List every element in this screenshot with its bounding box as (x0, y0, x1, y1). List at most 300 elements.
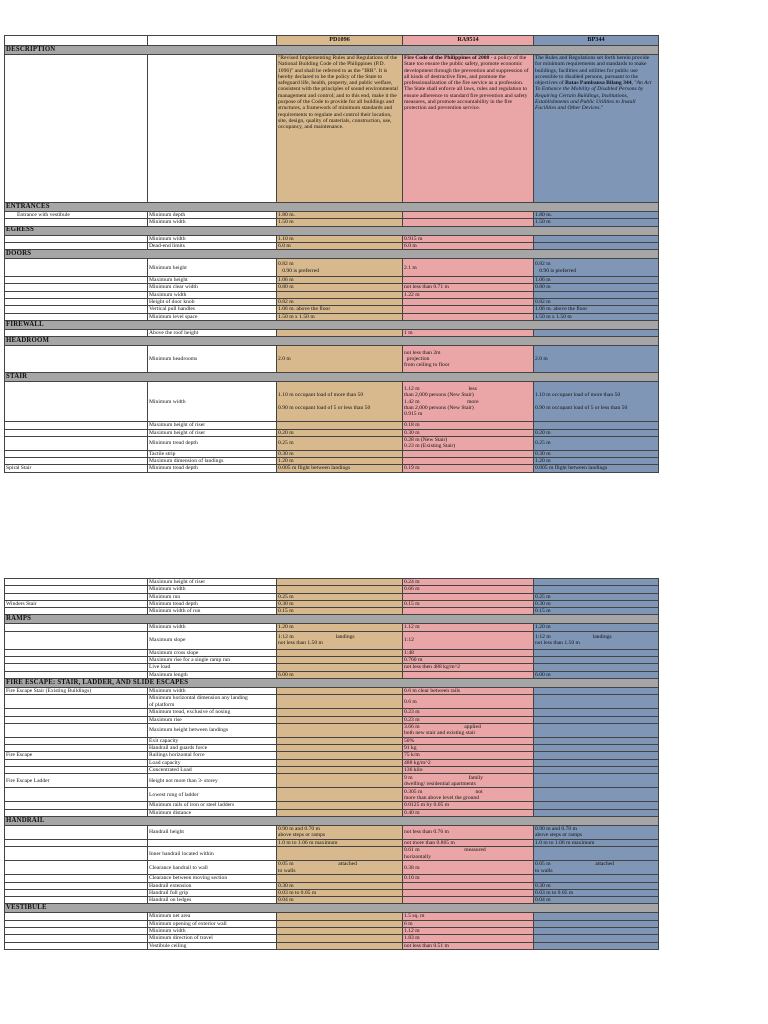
value-bp344: 1.50 m (534, 219, 659, 226)
value-ra9514 (403, 889, 534, 896)
label-a: Spiral Stair (5, 465, 148, 472)
section-row (5, 816, 659, 825)
value-pd1096 (277, 920, 403, 927)
value-pd1096 (277, 657, 403, 664)
section-row (5, 373, 659, 382)
header-blank-a (5, 36, 148, 46)
label-b: Minimum tread depth (148, 436, 277, 450)
comparison-table-top-body (5, 36, 659, 473)
value-ra9514 (403, 671, 534, 678)
value-bp344: 1.20 m (534, 624, 659, 631)
cell-line: 0.90 is preferred (535, 267, 577, 274)
value-bp344 (534, 382, 659, 422)
value-ra9514: 0.23 m (403, 709, 534, 716)
label-a (5, 608, 148, 615)
label-b: Maximum slope (148, 631, 277, 649)
value-pd1096: 1.50 m x 1.50 m (277, 313, 403, 320)
value-pd1096 (277, 737, 403, 744)
table-row (5, 942, 659, 949)
description-row (5, 55, 659, 203)
value-pd1096: 0.005 m flight between landings (277, 465, 403, 472)
table-row (5, 825, 659, 839)
value-bp344 (534, 235, 659, 242)
cell-line: 0.90 is preferred (278, 267, 320, 274)
value-pd1096 (277, 847, 403, 861)
label-b: Vertical pull handles (148, 306, 277, 313)
value-pd1096: 1.50 m (277, 219, 403, 226)
value-ra9514: 0.23 m (403, 716, 534, 723)
table-row (5, 259, 659, 277)
cell-line: 3.66 m applied (404, 724, 481, 731)
cell-line: 1.10 m occupant load of more than 50 (278, 392, 364, 399)
cell-line: Minimum horizontal dimension any landing (149, 695, 248, 702)
value-ra9514 (403, 436, 534, 450)
label-a (5, 723, 148, 737)
value-ra9514 (403, 723, 534, 737)
label-b: Concentrated Load (148, 767, 277, 774)
value-pd1096: 6.00 m (277, 671, 403, 678)
cell-line: 0.05 m attached (535, 861, 614, 868)
value-bp344 (534, 649, 659, 656)
section-row (5, 250, 659, 259)
label-a (5, 313, 148, 320)
value-ra9514 (403, 774, 534, 788)
value-ra9514: 0.10 m (403, 875, 534, 882)
value-bp344 (534, 752, 659, 759)
label-b: Railings horizontal force (148, 752, 277, 759)
table-row (5, 313, 659, 320)
cell-line: 0.82 m (278, 261, 294, 268)
cell-line: 1.42 m more (404, 398, 479, 405)
label-b: Minimum width (148, 928, 277, 935)
label-a (5, 861, 148, 875)
table-row (5, 664, 659, 671)
label-a (5, 299, 148, 306)
value-ra9514 (403, 450, 534, 457)
label-b: Vestibule ceiling (148, 942, 277, 949)
label-b: Maximum rise for a single ramp run (148, 657, 277, 664)
label-a (5, 882, 148, 889)
section-row (5, 615, 659, 624)
value-pd1096: 1.06 m. above the floor (277, 306, 403, 313)
value-ra9514: not less than 0.71 m (403, 284, 534, 291)
cell-line: above steps or ramps (278, 832, 326, 839)
value-bp344: 0.04 m (534, 897, 659, 904)
value-pd1096 (277, 928, 403, 935)
value-pd1096 (277, 716, 403, 723)
value-ra9514 (403, 306, 534, 313)
description-bp-act: An Act To Enhance the Mobility of Disabled Persons by Requiring Certain Buildings, Institutions, Establishments and Public Utilities to Install Facilities and Other Devices. (535, 80, 652, 112)
section-row (5, 678, 659, 687)
table-row (5, 687, 659, 694)
value-bp344: 0.30 m (534, 600, 659, 607)
value-pd1096 (277, 825, 403, 839)
value-ra9514: 0.760 m (403, 657, 534, 664)
label-b: Minimum rails of iron or steel ladders (148, 802, 277, 809)
value-pd1096 (277, 631, 403, 649)
value-bp344: 0.25 m (534, 593, 659, 600)
value-bp344 (534, 695, 659, 709)
value-bp344 (534, 631, 659, 649)
value-pd1096 (277, 422, 403, 429)
label-a (5, 284, 148, 291)
value-bp344: 0.20 m (534, 429, 659, 436)
cell-line: projection (404, 356, 430, 363)
value-bp344: 1.0 m to 1.06 m maximum (534, 839, 659, 846)
value-bp344 (534, 847, 659, 861)
value-bp344 (534, 259, 659, 277)
label-b: Minimum width (148, 235, 277, 242)
value-ra9514 (403, 788, 534, 802)
label-a (5, 329, 148, 336)
label-b: Maximum width (148, 291, 277, 298)
value-bp344: 1.06 m. above the floor (534, 306, 659, 313)
value-pd1096 (277, 745, 403, 752)
cell-line: than 2,000 persons (New Stair) (404, 392, 474, 399)
value-pd1096: 0.80 m (277, 284, 403, 291)
label-a (5, 235, 148, 242)
cell-line: 0.90 m occupant load of 5 or less than 50 (278, 404, 371, 411)
label-a (5, 913, 148, 920)
cell-line: 0.90 m occupant load of 5 or less than 50 (535, 404, 628, 411)
table-row (5, 212, 659, 219)
value-pd1096 (277, 913, 403, 920)
cell-line: 9 m family (404, 774, 484, 781)
value-pd1096: 0.03 m to 0.05 m (277, 889, 403, 896)
label-b: Minimum width (148, 586, 277, 593)
value-bp344 (534, 802, 659, 809)
cell-line: 0.61 m measured (404, 847, 486, 854)
description-ra-title: Fire Code of the Philippines of 2008 (404, 55, 490, 61)
value-pd1096 (277, 875, 403, 882)
value-bp344 (534, 657, 659, 664)
value-bp344: 0.80 m (534, 284, 659, 291)
value-ra9514: 91 kg (403, 745, 534, 752)
header-row (5, 36, 659, 46)
table-row (5, 935, 659, 942)
section-label: HEADROOM (5, 337, 659, 346)
value-ra9514 (403, 458, 534, 465)
value-bp344 (534, 788, 659, 802)
label-a (5, 649, 148, 656)
value-ra9514: 1.12 m (403, 624, 534, 631)
table-row (5, 242, 659, 249)
value-pd1096 (277, 942, 403, 949)
value-pd1096 (277, 291, 403, 298)
cell-line: more than above level the ground (404, 794, 480, 801)
value-ra9514: 1.5 sq. m (403, 913, 534, 920)
label-b: Lowest rung of ladder (148, 788, 277, 802)
label-a (5, 759, 148, 766)
label-a (5, 716, 148, 723)
value-ra9514: 75 k/m (403, 752, 534, 759)
section-label: FIRE ESCAPE: STAIR, LADDER, AND SLIDE ESCAPES (5, 678, 659, 687)
table-row (5, 458, 659, 465)
value-bp344 (534, 664, 659, 671)
value-pd1096 (277, 382, 403, 422)
table-row (5, 802, 659, 809)
cell-line: 0.90 m and 0.70 m (278, 826, 320, 833)
description-bp-b: , " (631, 80, 637, 87)
table-row (5, 752, 659, 759)
section-label: ENTRANCES (5, 203, 659, 212)
value-pd1096: 0.30 m (277, 450, 403, 457)
table-row (5, 882, 659, 889)
value-bp344 (534, 920, 659, 927)
cell-line: 0.90 m and 0.70 m (535, 826, 577, 833)
cell-line: to walls (535, 867, 553, 874)
comparison-table-top (4, 35, 659, 473)
cell-line: not less than 1.50 m (535, 640, 580, 647)
section-description: DESCRIPTION (5, 46, 659, 55)
value-ra9514: 1.12 m (403, 928, 534, 935)
cell-line: dwelling/ residential apartments (404, 780, 476, 787)
label-b: Minimum net area (148, 913, 277, 920)
value-ra9514: 1 m (403, 329, 534, 336)
value-pd1096: 0.25 m (277, 593, 403, 600)
value-pd1096 (277, 802, 403, 809)
label-a (5, 586, 148, 593)
value-pd1096 (277, 259, 403, 277)
value-pd1096 (277, 935, 403, 942)
value-bp344 (534, 774, 659, 788)
table-row (5, 745, 659, 752)
value-ra9514 (403, 382, 534, 422)
value-pd1096: 1.06 m (277, 277, 403, 284)
value-bp344: 0.25 m (534, 436, 659, 450)
table-row (5, 847, 659, 861)
table-row (5, 788, 659, 802)
value-ra9514: 2.1 m (403, 259, 534, 277)
table-row (5, 723, 659, 737)
label-b: Minimum depth (148, 212, 277, 219)
value-ra9514: 0.6 m (403, 695, 534, 709)
section-row (5, 337, 659, 346)
value-pd1096: 2.0 m (277, 346, 403, 373)
value-ra9514: not less than 0.76 m (403, 825, 534, 839)
label-a (5, 671, 148, 678)
value-ra9514: 6.0 m (403, 242, 534, 249)
cell-line: not less than 1.50 m (278, 640, 323, 647)
label-a (5, 631, 148, 649)
value-pd1096 (277, 767, 403, 774)
table-row (5, 608, 659, 615)
label-a (5, 809, 148, 816)
section-row (5, 904, 659, 913)
value-pd1096 (277, 329, 403, 336)
description-pd1096: "Revised Implementing Rules and Regulations of the National Building Code of the Philippines (P.D. 1096)" and shall be referred to as the "IRR". It is hereby declared to be the policy of the State to safeguard life, health, property, and public welfare, consistent with the principles of sound environmental management and control; and to this end, make it the purpose of the Code to provide for all buildings and structures, a framework of minimum standards and requirements to regulate and control their location, site, design, quality of materials, construction, use, occupancy, and maintenance. (277, 55, 403, 203)
header-ra9514: RA9514 (403, 36, 534, 46)
label-b: Handrail on ledges (148, 897, 277, 904)
section-label: DOORS (5, 250, 659, 259)
label-b: Maximum height of riser (148, 422, 277, 429)
label-a (5, 788, 148, 802)
table-row (5, 839, 659, 846)
section-label: EGRESS (5, 226, 659, 235)
value-ra9514: 6 m (403, 920, 534, 927)
label-b: Minimum clear width (148, 284, 277, 291)
cell-line: horizontally (404, 853, 432, 860)
value-ra9514 (403, 346, 534, 373)
table-row (5, 436, 659, 450)
value-bp344 (534, 716, 659, 723)
value-bp344: 1.50 m x 1.50 m (534, 313, 659, 320)
label-b (148, 695, 277, 709)
label-a (5, 277, 148, 284)
label-a (5, 242, 148, 249)
cell-line: 0.305 m not (404, 788, 483, 795)
value-ra9514 (403, 212, 534, 219)
value-pd1096: 0.82 m (277, 299, 403, 306)
cell-line: above steps or ramps (535, 832, 583, 839)
header-pd1096: PD1096 (277, 36, 403, 46)
value-ra9514: 0.15 m (403, 600, 534, 607)
label-a (5, 450, 148, 457)
label-b: Minimum width (148, 687, 277, 694)
label-a (5, 802, 148, 809)
value-bp344 (534, 709, 659, 716)
value-ra9514: 0.0125 m by 0.05 m (403, 802, 534, 809)
label-a (5, 657, 148, 664)
value-bp344 (534, 291, 659, 298)
label-a (5, 897, 148, 904)
value-pd1096 (277, 774, 403, 788)
label-b: Maximum height (148, 277, 277, 284)
label-b: Maximum rise (148, 716, 277, 723)
table-row (5, 631, 659, 649)
cell-line: than 2,000 persons (New Stair) (404, 404, 474, 411)
table-row (5, 809, 659, 816)
value-pd1096 (277, 752, 403, 759)
label-b: Minimum opening of exterior wall (148, 920, 277, 927)
label-b: Minimum width (148, 219, 277, 226)
value-ra9514: 50% (403, 737, 534, 744)
section-row (5, 203, 659, 212)
label-b: Maximum cross slope (148, 649, 277, 656)
table-row (5, 737, 659, 744)
cell-line: 1:12 m landings (278, 633, 355, 640)
cell-line: of platform (149, 701, 175, 708)
table-row (5, 450, 659, 457)
label-b: Maximum height of riser (148, 579, 277, 586)
value-pd1096: 0.15 m (277, 608, 403, 615)
value-bp344: 0.03 m to 0.05 m (534, 889, 659, 896)
table-row (5, 709, 659, 716)
label-b: Load capacity (148, 759, 277, 766)
table-row (5, 767, 659, 774)
value-ra9514: 0.18 m (403, 422, 534, 429)
table-row (5, 913, 659, 920)
label-b: Minimum tread depth (148, 600, 277, 607)
value-pd1096 (277, 861, 403, 875)
value-bp344 (534, 759, 659, 766)
cell-line: both new stair and existing stair (404, 730, 476, 737)
value-bp344 (534, 861, 659, 875)
value-ra9514: not less then 488 kg/m^2 (403, 664, 534, 671)
table-row (5, 759, 659, 766)
cell-line: 0.82 m (535, 261, 551, 268)
label-b: Inner handrail located within (148, 847, 277, 861)
value-bp344 (534, 422, 659, 429)
value-pd1096: 1.20 m (277, 458, 403, 465)
value-pd1096: 0.25 m (277, 436, 403, 450)
comparison-table-bottom-body (5, 579, 659, 950)
label-a (5, 219, 148, 226)
label-b: Tactile strip (148, 450, 277, 457)
section-row (5, 226, 659, 235)
label-b: Height of door knob (148, 299, 277, 306)
description-ra9514 (403, 55, 534, 203)
label-a: Winders Stair (5, 600, 148, 607)
value-ra9514 (403, 608, 534, 615)
label-a (5, 737, 148, 744)
value-ra9514: 0.30 m (403, 429, 534, 436)
value-pd1096: 0.20 m (277, 429, 403, 436)
label-b: Maximum dimension of landings (148, 458, 277, 465)
value-bp344: 0.30 m (534, 450, 659, 457)
value-ra9514 (403, 593, 534, 600)
label-a (5, 422, 148, 429)
section-row (5, 320, 659, 329)
value-bp344 (534, 737, 659, 744)
value-pd1096 (277, 759, 403, 766)
table-row (5, 329, 659, 336)
label-a (5, 695, 148, 709)
cell-line: to walls (278, 867, 296, 874)
value-ra9514 (403, 313, 534, 320)
header-blank-b (148, 36, 277, 46)
value-bp344: 2.0 m (534, 346, 659, 373)
value-ra9514: 0.915 m (403, 235, 534, 242)
value-pd1096 (277, 649, 403, 656)
value-bp344: 1.80 m. (534, 212, 659, 219)
cell-line: 1:12 m landings (535, 633, 612, 640)
description-bp-a: The Rules and Regulations set forth herein provide for minimum requirements and standards to make buildings, facilities and utilities for public use accessible to disabled persons, pursuant to the objectives of (535, 55, 650, 87)
table-row (5, 875, 659, 882)
table-row (5, 649, 659, 656)
description-blank-a (5, 55, 148, 203)
label-b: Clearance between moving section (148, 875, 277, 882)
label-b: Height not more than 3- storey (148, 774, 277, 788)
value-ra9514: 0.24 m (403, 579, 534, 586)
description-blank-b (148, 55, 277, 203)
table-row (5, 235, 659, 242)
label-b: Above the roof height (148, 329, 277, 336)
value-pd1096: 0.30 m (277, 600, 403, 607)
value-bp344 (534, 809, 659, 816)
value-ra9514: 1:12 (403, 631, 534, 649)
table-row (5, 889, 659, 896)
label-a (5, 839, 148, 846)
description-bp-c: " (600, 105, 604, 112)
label-b: Handrail full grip (148, 889, 277, 896)
section-label: VESTIBULE (5, 904, 659, 913)
cell-line: 0.28 m (New Stair) (404, 437, 448, 444)
table-row (5, 382, 659, 422)
table-row (5, 600, 659, 607)
table-row (5, 346, 659, 373)
value-ra9514 (403, 882, 534, 889)
label-b: Maximum height between landings (148, 723, 277, 737)
label-a: Entrance with vestibule (5, 212, 148, 219)
table-row (5, 593, 659, 600)
label-a (5, 709, 148, 716)
label-b: Minimum width of run (148, 608, 277, 615)
label-b: Minimum tread, exclusive of nosing (148, 709, 277, 716)
value-pd1096 (277, 723, 403, 737)
value-bp344 (534, 723, 659, 737)
value-pd1096 (277, 809, 403, 816)
